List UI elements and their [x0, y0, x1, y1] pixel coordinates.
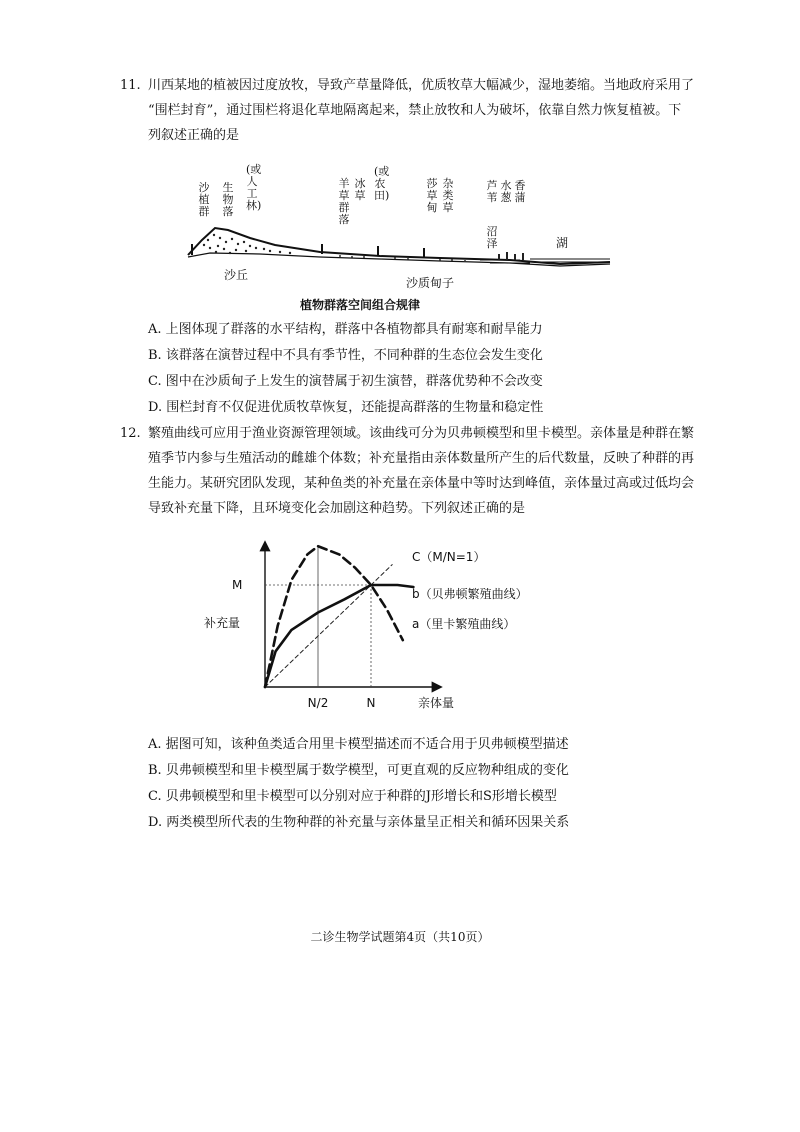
q12-stem-line-3: 生能力。某研究团队发现，某种鱼类的补充量在亲体量中等时达到峰值，亲体量过高或过低均会	[148, 476, 695, 491]
series-b-beverton	[265, 585, 413, 687]
x-axis-label: 亲体量	[417, 696, 455, 710]
series-c-line	[265, 565, 392, 687]
label-series-c: C（M/N=1）	[412, 550, 486, 564]
q11-number: 11.	[120, 78, 141, 93]
series-a-ricker	[265, 546, 403, 687]
label-forbs: 杂类草	[442, 177, 454, 214]
q11-option-a[interactable]: A. 上图体现了群落的水平结构，群落中各植物都具有耐寒和耐旱能力	[148, 322, 543, 337]
q11-stem-line-2: “围栏封育”，通过围栏将退化草地隔离起来，禁止放牧和人为破坏，依靠自然力恢复植被。下	[148, 103, 682, 118]
label-lake: 湖	[556, 236, 569, 250]
label-reed: 芦苇	[486, 179, 498, 204]
label-sedge-meadow: 莎草甸	[426, 177, 438, 214]
tick-m: M	[232, 578, 243, 592]
label-sand-dune: 沙丘	[224, 268, 249, 282]
q12-option-b[interactable]: B. 贝弗顿模型和里卡模型属于数学模型，可更直观的反应物种组成的变化	[148, 763, 569, 778]
label-cattail: 香蒲	[514, 179, 526, 204]
tick-n-half: N/2	[307, 696, 329, 710]
label-sand-vegetation: 沙植群	[198, 181, 210, 218]
recruitment-curve-chart	[200, 535, 600, 725]
q11-option-b[interactable]: B. 该群落在演替过程中不具有季节性，不同种群的生态位会发生变化	[148, 348, 543, 363]
y-axis-label: 补充量	[204, 616, 241, 630]
label-sandy-meadow: 沙质甸子	[406, 276, 455, 290]
q11-option-d[interactable]: D. 围栏封育不仅促进优质牧草恢复，还能提高群落的生物量和稳定性	[148, 400, 544, 415]
q11-figure	[180, 160, 620, 320]
q11-option-c[interactable]: C. 图中在沙质甸子上发生的演替属于初生演替，群落优势种不会改变	[148, 374, 543, 389]
q12-number: 12.	[120, 426, 141, 441]
label-leymus-community: 羊草群落	[338, 177, 350, 226]
label-marsh: 沼泽	[486, 225, 498, 250]
q11-stem-line-1: 川西某地的植被因过度放牧，导致产草量降低，优质牧草大幅减少，湿地萎缩。当地政府采用了	[148, 78, 695, 93]
q12-stem-line-2: 殖季节内参与生殖活动的雌雄个体数；补充量指由亲体数量所产生的后代数量，反映了种群的再	[148, 451, 695, 466]
label-biotic-community: 生物落	[222, 181, 234, 218]
figure-caption: 植物群落空间组合规律	[300, 298, 421, 312]
label-series-a: a（里卡繁殖曲线）	[412, 617, 516, 631]
q12-option-a[interactable]: A. 据图可知，该种鱼类适合用里卡模型描述而不适合用于贝弗顿模型描述	[148, 737, 569, 752]
q12-option-d[interactable]: D. 两类模型所代表的生物种群的补充量与亲体量呈正相关和循环因果关系	[148, 815, 570, 830]
label-farmland: (或农田)	[374, 165, 390, 202]
q12-chart	[200, 535, 600, 725]
label-series-b: b（贝弗顿繁殖曲线）	[412, 587, 528, 601]
q12-stem-line-4: 导致补充量下降，且环境变化会加剧这种趋势。下列叙述正确的是	[148, 501, 526, 516]
label-agropyron: 冰草	[354, 177, 366, 202]
label-artificial-forest: (或人工林)	[246, 163, 262, 212]
q11-stem-line-3: 列叙述正确的是	[148, 128, 240, 143]
q12-option-c[interactable]: C. 贝弗顿模型和里卡模型可以分别对应于种群的J形增长和S形增长模型	[148, 789, 557, 804]
page-footer: 二诊生物学试题第4页（共10页）	[310, 930, 490, 944]
tick-n: N	[366, 696, 376, 710]
q12-stem-line-1: 繁殖曲线可应用于渔业资源管理领域。该曲线可分为贝弗顿模型和里卡模型。亲体量是种群在繁	[148, 426, 695, 441]
label-bulrush: 水葱	[500, 179, 512, 204]
